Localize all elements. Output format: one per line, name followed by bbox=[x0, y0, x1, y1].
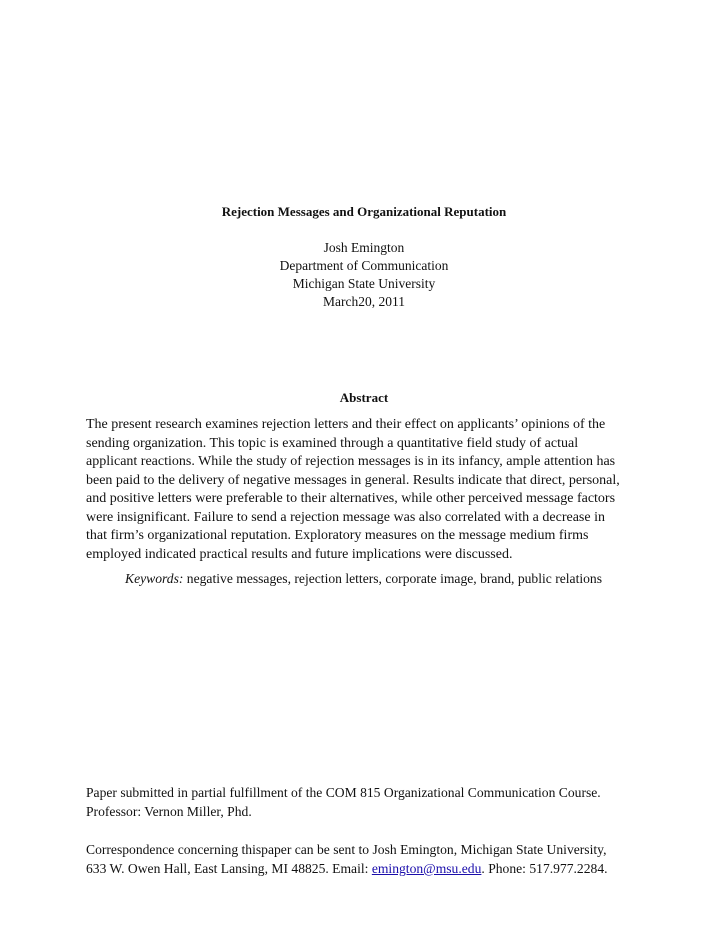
abstract-line: were insignificant. Failure to send a rejection message was also correlated with a decrease in bbox=[86, 509, 605, 525]
paper-date: March20, 2011 bbox=[323, 294, 405, 309]
university: Michigan State University bbox=[292, 276, 436, 291]
submission-note: Paper submitted in partial fulfillment of the COM 815 Organizational Communication Course. bbox=[86, 785, 601, 800]
abstract-line: applicant reactions. While the study of rejection messages is in its infancy, ample attention has bbox=[86, 454, 616, 469]
paper-title: Rejection Messages and Organizational Reputation bbox=[221, 204, 507, 219]
department: Department of Communication bbox=[279, 258, 449, 273]
correspondence-line-2 bbox=[86, 859, 686, 878]
spacer bbox=[86, 821, 686, 840]
correspondence-line-1: Correspondence concerning thispaper can be sent to Josh Emington, Michigan State University, bbox=[86, 842, 607, 857]
abstract-line: employed indicated practical results and future implications were discussed. bbox=[86, 546, 513, 562]
abstract-line: been paid to the delivery of negative messages in general. Results indicate that direct, personal, bbox=[86, 472, 620, 488]
author-name: Josh Emington bbox=[323, 240, 405, 255]
footer-notes bbox=[86, 783, 686, 878]
address-text: 633 W. Owen Hall, East Lansing, MI 48825. Email: bbox=[86, 861, 372, 876]
abstract-line: that firm’s organizational reputation. Exploratory measures on the message medium firms bbox=[86, 528, 589, 543]
abstract-heading: Abstract bbox=[339, 390, 389, 405]
abstract-line: The present research examines rejection letters and their effect on applicants’ opinions of the bbox=[86, 417, 606, 432]
keywords-text: negative messages, rejection letters, corporate image, brand, public relations bbox=[183, 571, 603, 586]
professor-note: Professor: Vernon Miller, Phd. bbox=[86, 804, 252, 819]
abstract-line: and positive letters were preferable to their alternatives, while other perceived message factors bbox=[86, 491, 616, 506]
byline bbox=[0, 239, 728, 311]
abstract-line: sending organization. This topic is examined through a quantitative field study of actual bbox=[86, 435, 579, 451]
keywords bbox=[125, 570, 685, 588]
keywords-label: Keywords: bbox=[125, 571, 184, 586]
phone-text: . Phone: 517.977.2284. bbox=[481, 861, 608, 876]
abstract-body bbox=[86, 416, 646, 564]
email-link[interactable]: emington@msu.edu bbox=[371, 861, 482, 876]
